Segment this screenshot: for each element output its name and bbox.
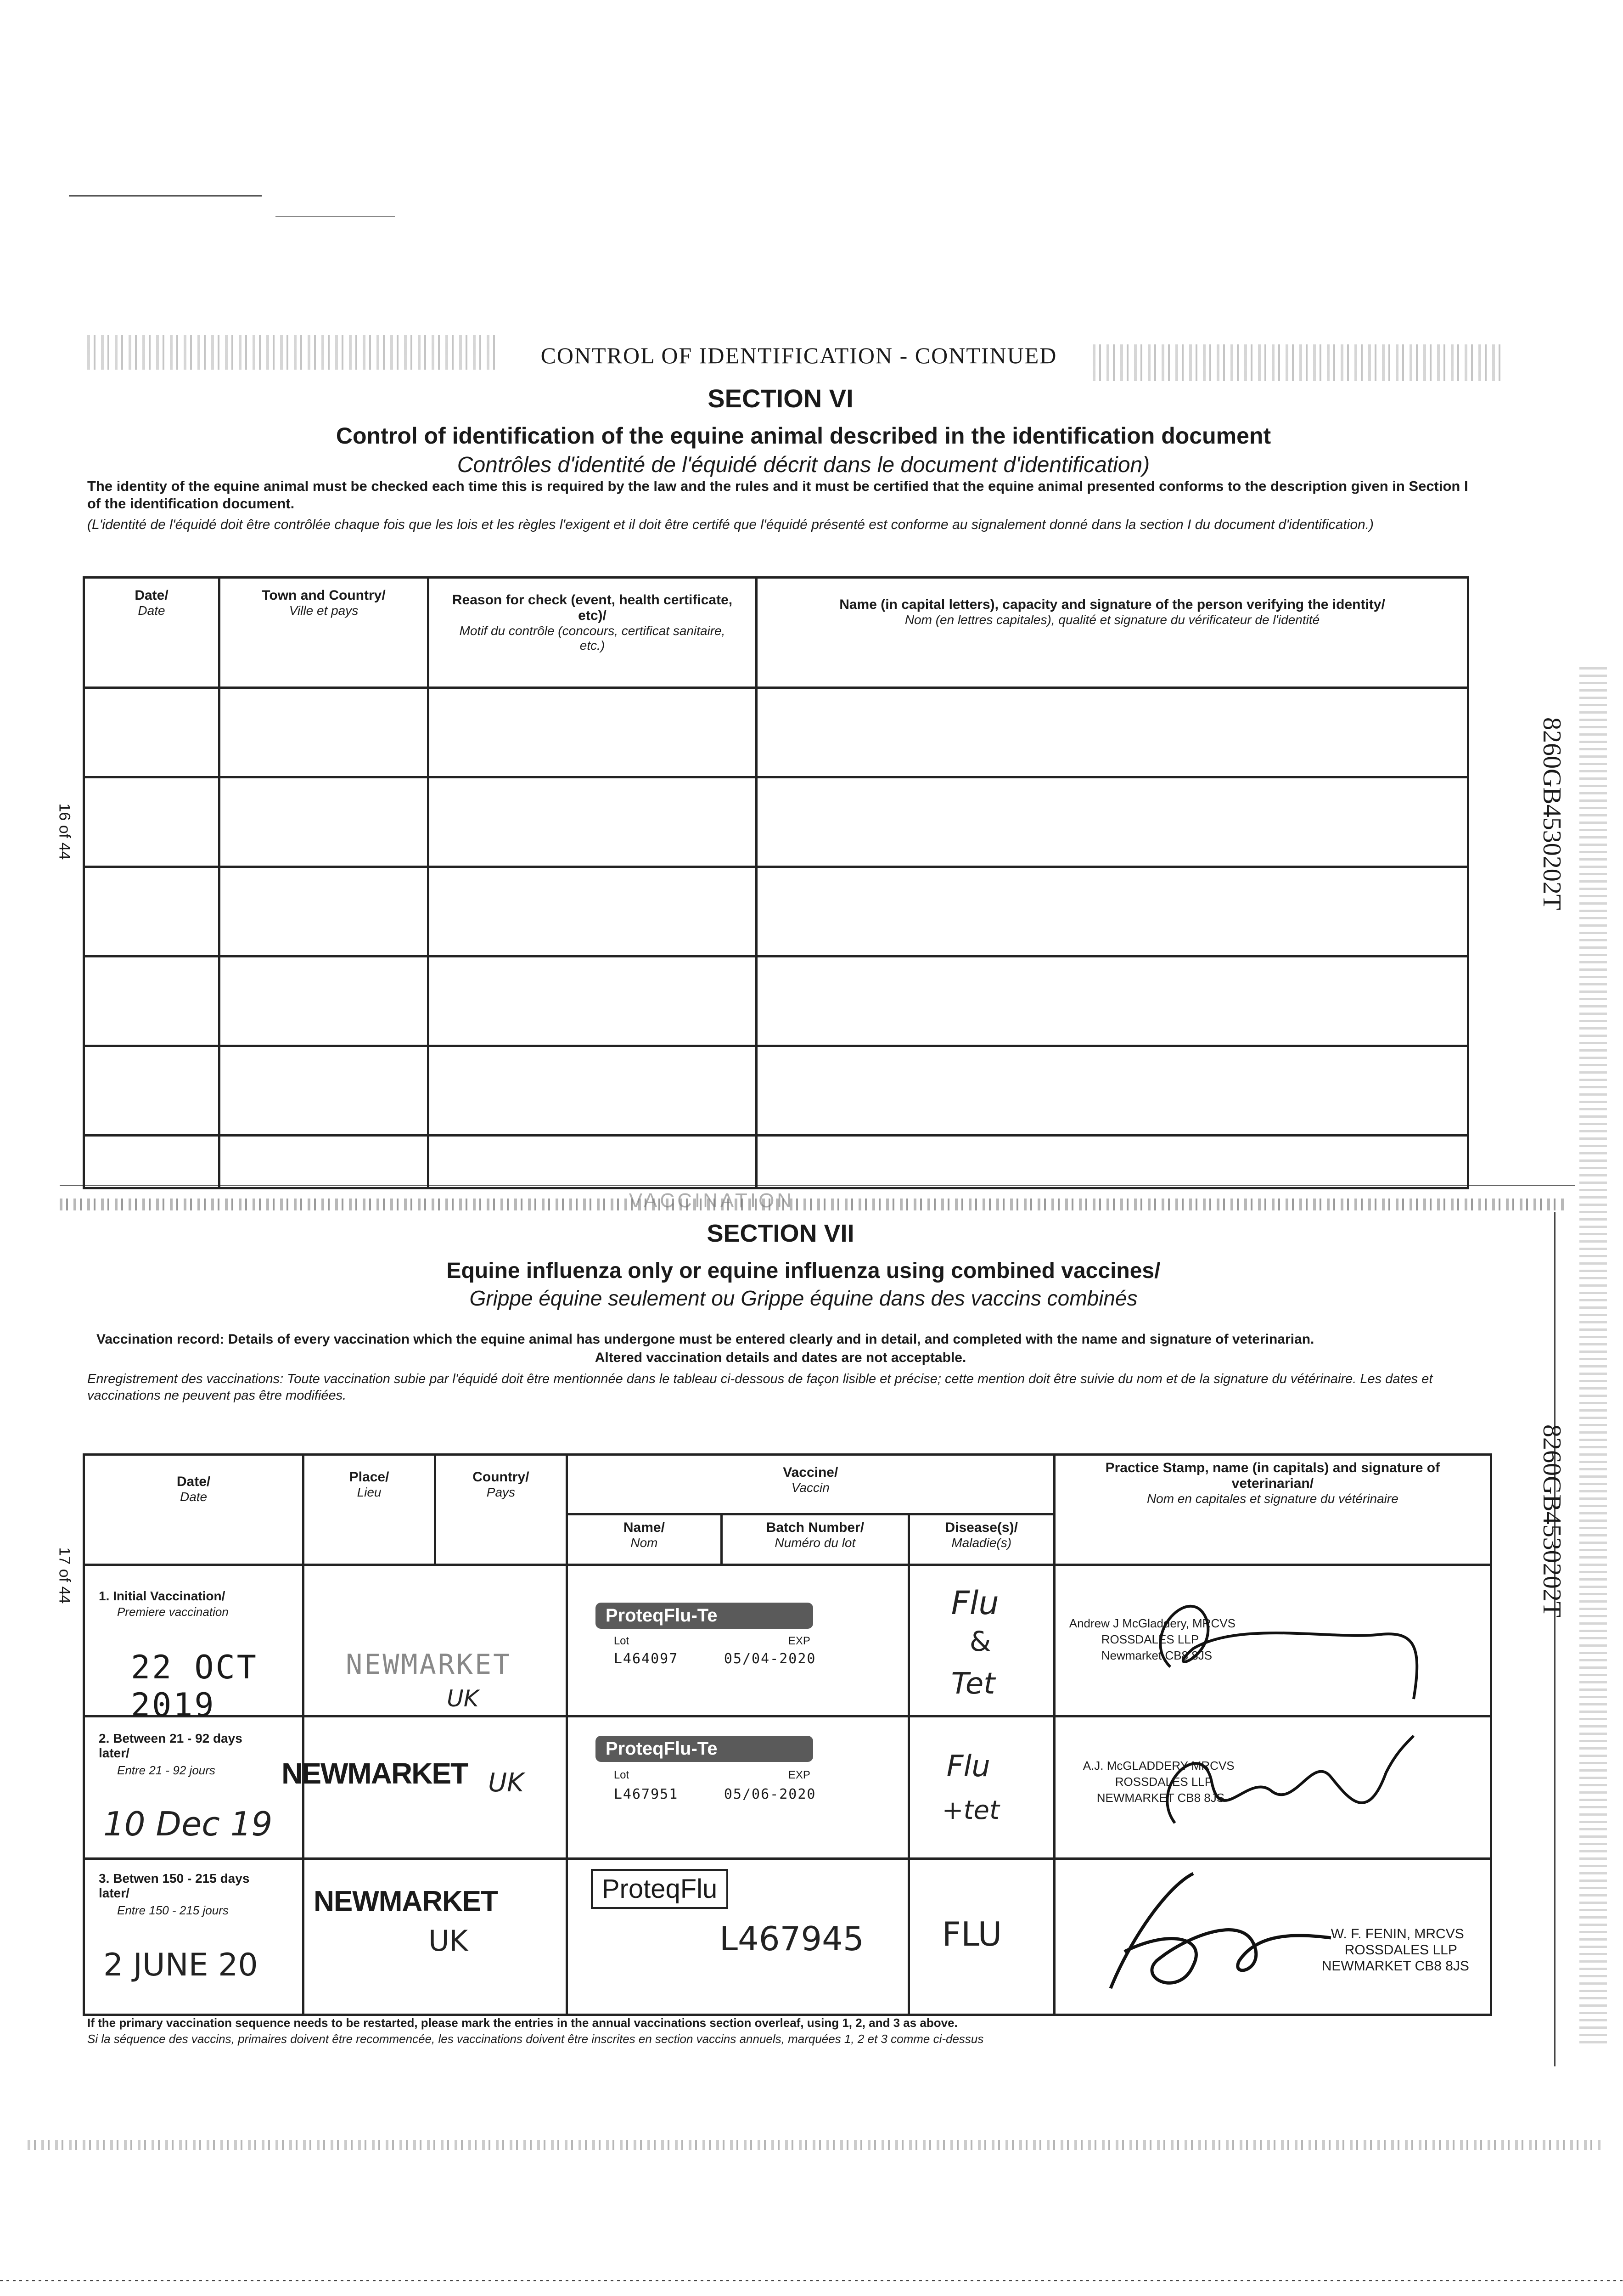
row2-place-cell [281, 1716, 567, 1859]
table-row [84, 957, 1468, 1046]
row1-batch: L464097 [613, 1651, 679, 1667]
section7-record-en2: Altered vaccination details and dates are not acceptable. [595, 1350, 966, 1365]
row1-date: 22 OCT 2019 [131, 1649, 258, 1724]
row1-place-cell [303, 1565, 567, 1716]
row3-vet-cell [1054, 1859, 1491, 2015]
col-date-fr: Date [138, 603, 165, 618]
row1-lot-label: Lot [613, 1635, 629, 1647]
footnote-en: If the primary vaccination sequence needs to be restarted, please mark the entries in the annual vaccinations section overleaf, using 1, 2, and 3 as above. [87, 2016, 958, 2030]
row2-vet-signature [1056, 1717, 1469, 1855]
col-verifier-en: Name (in capital letters), capacity and signature of the person verifying the identity/ [839, 597, 1385, 612]
col-vaccine-en: Vaccine/ [783, 1465, 838, 1480]
table-row [84, 1136, 1468, 1188]
section7-title: SECTION VII [707, 1220, 854, 1247]
row3-label-fr: Entre 150 - 215 jours [117, 1903, 229, 1917]
row2-vaccine-cell [567, 1716, 909, 1859]
col-batch-en: Batch Number/ [766, 1520, 865, 1535]
row3-vet-line-1: W. F. FENIN, MRCVS [1331, 1926, 1464, 1941]
header-noise-left [87, 335, 500, 370]
col-country-fr: Pays [486, 1485, 516, 1499]
row1-disease-1: Flu [951, 1584, 999, 1622]
col-disease-en: Disease(s)/ [945, 1520, 1018, 1535]
col-country-en: Country/ [472, 1469, 529, 1485]
row2-vet-line-1: A.J. McGLADDERY MRCVS [1083, 1759, 1235, 1773]
section7-subtitle-en: Equine influenza only or equine influenza using combined vaccines/ [446, 1259, 1161, 1283]
section6-title: SECTION VI [708, 384, 854, 413]
row3-date-cell [84, 1859, 303, 2015]
section6-table [83, 576, 1469, 1189]
row2-country: UK [488, 1768, 524, 1798]
col-date-en: Date/ [135, 588, 168, 603]
row1-place: NEWMARKET [346, 1649, 512, 1681]
col-disease-fr: Maladie(s) [951, 1536, 1012, 1550]
page-number-bottom: 17 of 44 [56, 1547, 73, 1604]
col-date-en: Date/ [176, 1474, 211, 1489]
section6-subtitle-fr: Contrôles d'identité de l'équidé décrit dans le document d'identification) [457, 453, 1150, 477]
col-header-stamp [1054, 1455, 1491, 1565]
col-name-fr: Nom [630, 1536, 658, 1550]
scan-edge-line [275, 216, 395, 217]
row2-vet-line-3: NEWMARKET CB8 8JS [1096, 1791, 1225, 1805]
col-header-vaccine [567, 1455, 1054, 1514]
row3-vaccine-cell [567, 1859, 909, 2015]
footnote-fr: Si la séquence des vaccins, primaires doivent être recommencée, les vaccinations doivent être inscrites en section vaccins annuels, marquées 1, 2 et 3 comme ci-dessus [87, 2032, 984, 2046]
scan-bottom-dotted [0, 2280, 1623, 2281]
serial-number-top: 8260GB4530202T [1538, 717, 1566, 910]
row1-vet-line-1: Andrew J McGladdery, MRCVS [1069, 1616, 1236, 1630]
col-batch-fr: Numéro du lot [775, 1536, 856, 1550]
row1-label-fr: Premiere vaccination [117, 1605, 229, 1619]
row3-place: NEWMARKET [314, 1885, 498, 1917]
row2-disease-cell [909, 1716, 1054, 1859]
table-row [84, 777, 1468, 867]
section6-instructions-fr: (L'identité de l'équidé doit être contrôlée chaque fois que les lois et les règles l'exigent et il doit être certifé que l'équidé présenté est conforme au signalement donné dans la section I du document d'identification.) [87, 517, 1374, 532]
row2-label-fr: Entre 21 - 92 jours [117, 1763, 215, 1777]
row2-batch: L467951 [613, 1786, 679, 1802]
section6-instructions-en: The identity of the equine animal must be checked each time this is required by the law and the rules and it must be certified that the equine animal presented conforms to the description given in Section I of the identification document. [87, 478, 1468, 512]
col-header-date [84, 1455, 303, 1565]
section7-record-fr: Enregistrement des vaccinations: Toute vaccination subie par l'équidé doit être mentionnée dans le tableau ci-dessous de façon lisible et précise; cette mention doit être suivie du nom et de la signature du vétérinaire. Les dates et vaccinations ne peuvent pas être modifiées. [87, 1372, 1433, 1403]
col-header-town [219, 578, 428, 688]
row3-disease-1: FLU [942, 1915, 1002, 1953]
row1-vet-cell [1054, 1565, 1491, 1716]
col-vaccine-fr: Vaccin [791, 1480, 830, 1495]
row2-exp-label: EXP [788, 1769, 810, 1781]
vaccination-table [83, 1453, 1492, 2016]
col-place-en: Place/ [349, 1469, 389, 1485]
section7-subtitle-fr: Grippe équine seulement ou Grippe équine dans des vaccins combinés [469, 1286, 1138, 1310]
vaccination-row-2 [84, 1716, 1491, 1859]
row3-vet-line-3: NEWMARKET CB8 8JS [1321, 1958, 1469, 1974]
col-stamp-fr: Nom en capitales et signature du vétérinaire [1146, 1491, 1398, 1506]
row2-vet-line-2: ROSSDALES LLP [1115, 1775, 1213, 1789]
row2-date: 10 Dec 19 [103, 1805, 273, 1843]
row1-disease-2: & [969, 1626, 991, 1658]
section7-header: VACCINATION [629, 1189, 795, 1212]
row2-place: NEWMARKET [281, 1757, 468, 1790]
row3-label-en: 3. Betwen 150 - 215 days later/ [99, 1871, 250, 1900]
table-row [84, 688, 1468, 777]
page-number-top: 16 of 44 [56, 803, 73, 860]
row2-vet-cell [1054, 1716, 1491, 1859]
col-town-en: Town and Country/ [262, 588, 386, 603]
serial-number-bottom: 8260GB4530202T [1538, 1424, 1566, 1617]
row1-vaccine-label: ProteqFlu-Te [595, 1603, 813, 1629]
section7-record-en: Vaccination record: Details of every vaccination which the equine animal has undergone must be entered clearly and in detail, and completed with the name and signature of veterinarian. [96, 1332, 1314, 1347]
row1-vet-signature [1056, 1566, 1469, 1713]
section6-subtitle-en: Control of identification of the equine animal described in the identification document [336, 423, 1271, 449]
table-row [84, 867, 1468, 957]
section6-header: CONTROL OF IDENTIFICATION - CONTINUED [540, 343, 1057, 368]
col-header-country [435, 1455, 567, 1565]
col-reason-fr: Motif du contrôle (concours, certificat sanitaire, etc.) [459, 624, 725, 653]
row3-date: 2 JUNE 20 [103, 1947, 258, 1983]
vaccination-row-3 [84, 1859, 1491, 2015]
row1-date-cell [84, 1565, 303, 1724]
col-header-date [84, 578, 219, 688]
col-header-reason [428, 578, 757, 688]
row1-disease-cell [909, 1565, 1054, 1716]
row2-expiry: 05/06-2020 [724, 1786, 816, 1802]
row2-disease-2: +tet [942, 1795, 1000, 1825]
row3-country: UK [428, 1924, 468, 1958]
scan-edge-line [69, 195, 262, 197]
col-header-disease [909, 1514, 1054, 1565]
row2-vaccine-label: ProteqFlu-Te [595, 1736, 813, 1762]
col-date-fr: Date [180, 1490, 208, 1504]
row3-disease-cell [909, 1859, 1054, 2015]
col-name-en: Name/ [623, 1520, 665, 1535]
scan-noise-band [28, 2140, 1602, 2150]
col-header-verifier [757, 578, 1468, 688]
row1-vet-line-2: ROSSDALES LLP [1101, 1632, 1199, 1646]
col-header-name [567, 1514, 721, 1565]
row2-lot-label: Lot [613, 1769, 629, 1781]
row1-exp-label: EXP [788, 1635, 810, 1647]
row3-vaccine-label: ProteqFlu [591, 1869, 728, 1909]
col-header-place [303, 1455, 435, 1565]
col-stamp-en: Practice Stamp, name (in capitals) and signature of veterinarian/ [1105, 1460, 1440, 1491]
col-reason-en: Reason for check (event, health certificate, etc)/ [452, 592, 733, 623]
table-row [84, 1046, 1468, 1136]
row3-place-cell [303, 1859, 567, 2015]
row1-country: UK [447, 1685, 479, 1712]
col-place-fr: Lieu [357, 1485, 382, 1499]
col-town-fr: Ville et pays [289, 603, 359, 618]
row1-disease-3: Tet [951, 1667, 995, 1701]
row2-disease-1: Flu [946, 1750, 990, 1784]
row3-vet-line-2: ROSSDALES LLP [1344, 1942, 1457, 1958]
header-noise-right [1093, 344, 1506, 381]
col-header-batch [722, 1514, 909, 1565]
row1-vaccine-cell [567, 1565, 909, 1716]
row1-label-en: 1. Initial Vaccination/ [99, 1589, 225, 1603]
row1-expiry: 05/04-2020 [724, 1651, 816, 1667]
col-verifier-fr: Nom (en lettres capitales), qualité et signature du vérificateur de l'identité [904, 613, 1320, 627]
vaccination-row-1 [84, 1565, 1491, 1716]
row1-vet-line-3: Newmarket CB8 8JS [1101, 1649, 1213, 1662]
row2-label-en: 2. Between 21 - 92 days later/ [99, 1731, 242, 1760]
row2-date-cell [84, 1716, 303, 1859]
row3-batch: L467945 [719, 1919, 864, 1958]
scan-noise-edge [1579, 666, 1607, 2043]
